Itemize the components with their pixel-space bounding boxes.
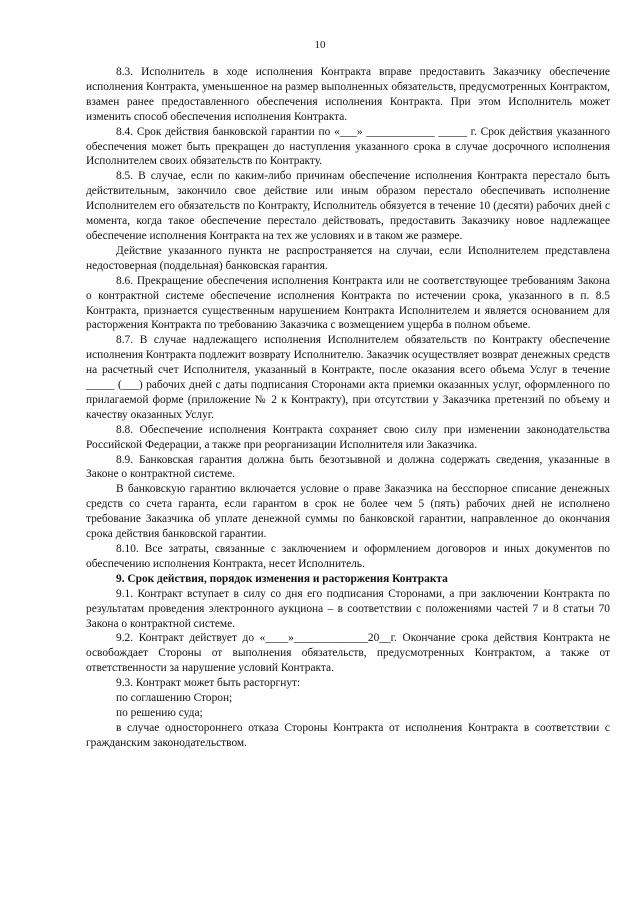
termination-option-unilateral: в случае одностороннего отказа Стороны Контракта от исполнения Контракта в соответствии с гражданским законодательством.: [86, 721, 610, 749]
paragraph-8-8: 8.8. Обеспечение исполнения Контракта сохраняет свою силу при изменении законодательства Российской Федерации, а также при реорганизации Исполнителя или Заказчика.: [86, 423, 610, 451]
paragraph-8-4: 8.4. Срок действия банковской гарантии по «___» ____________ _____ г. Срок действия указанного обеспечения может быть прекращен до наступления указанного срока в случае досрочного исполнения Исполнителем своих обязательств по Контракту.: [86, 125, 610, 168]
paragraph-8-3: 8.3. Исполнитель в ходе исполнения Контракта вправе предоставить Заказчику обеспечение исполнения Контракта, уменьшенное на размер выполненных обязательств, предусмотренных Контрактом, взамен ранее предоставленного обеспечения исполнения Контракта. При этом Исполнитель может изменить способ обеспечения исполнения Контракта.: [86, 66, 610, 123]
paragraph-8-6: 8.6. Прекращение обеспечения исполнения Контракта или не соответствующее требованиям Закона о контрактной системе обеспечение исполнения Контракта по истечении срока, указанного в п. 8.5 Контракта, признается существенным нарушением Контракта Исполнителем и является основанием для расторжения Контракта по требованию Заказчика с возмещением ущерба в полном объеме.: [86, 274, 610, 332]
paragraph-8-10: 8.10. Все затраты, связанные с заключением и оформлением договоров и иных документов по обеспечению исполнения Контракта, несет Исполнитель.: [86, 543, 610, 570]
paragraph-8-9: 8.9. Банковская гарантия должна быть безотзывной и должна содержать сведения, указанные в Законе о контрактной системе.: [86, 453, 610, 481]
page-number: 10: [314, 39, 326, 51]
document-body: [86, 65, 610, 751]
termination-option-agreement: по соглашению Сторон;: [116, 692, 233, 705]
paragraph-9-3: 9.3. Контракт может быть расторгнут:: [116, 677, 301, 690]
paragraph-9-1: 9.1. Контракт вступает в силу со дня его подписания Сторонами, а при заключении Контракта по результатам проведения электронного аукциона – в соответствии с положениями частей 7 и 8 статьи 70 Закона о контрактной системе.: [86, 587, 610, 630]
paragraph-9-2: 9.2. Контракт действует до «____»_____________20__г. Окончание срока действия Контракта не освобождает Стороны от выполнения обязательств, предусмотренных Контрактом, а также от ответственности за нарушение условий Контракта.: [86, 632, 610, 675]
termination-option-court: по решению суда;: [116, 706, 203, 719]
section-title: 9. Срок действия, порядок изменения и расторжения Контракта: [116, 572, 448, 585]
paragraph-8-9-guarantee: В банковскую гарантию включается условие о праве Заказчика на бесспорное списание денежных средств со счета гаранта, если гарантом в срок не более чем 5 (пять) рабочих дней не исполнено требование Заказчика об уплате денежной суммы по банковской гарантии, направленное до окончания срока действия банковской гарантии.: [86, 483, 610, 541]
paragraph-8-7: 8.7. В случае надлежащего исполнения Исполнителем обязательств по Контракту обеспечение исполнения Контракта подлежит возврату Исполнителю. Заказчик осуществляет возврат денежных средств на расчетный счет Исполнителя, указанный в Контракте, после оказания всего объема Услуг в течение _____ (___) рабочих дней с даты подписания Сторонами акта приемки оказанных услуг, оформленного по прилагаемой форме (приложение № 2 к Контракту), при отсутствии у Заказчика претензий по объему и качеству оказанных Услуг.: [86, 334, 610, 421]
paragraph-8-5-note: Действие указанного пункта не распространяется на случаи, если Исполнителем представлена недостоверная (поддельная) банковская гарантия.: [86, 244, 610, 272]
paragraph-8-5: 8.5. В случае, если по каким-либо причинам обеспечение исполнения Контракта перестало быть действительным, закончило свое действие или иным образом перестало обеспечивать исполнение Исполнителем его обязательств по Контракту, Исполнитель обязуется в течение 10 (десяти) рабочих дней с момента, когда такое обеспечение перестало действовать, предоставить Заказчику новое надлежащее обеспечение исполнения Контракта на тех же условиях и в таком же размере.: [86, 170, 610, 242]
